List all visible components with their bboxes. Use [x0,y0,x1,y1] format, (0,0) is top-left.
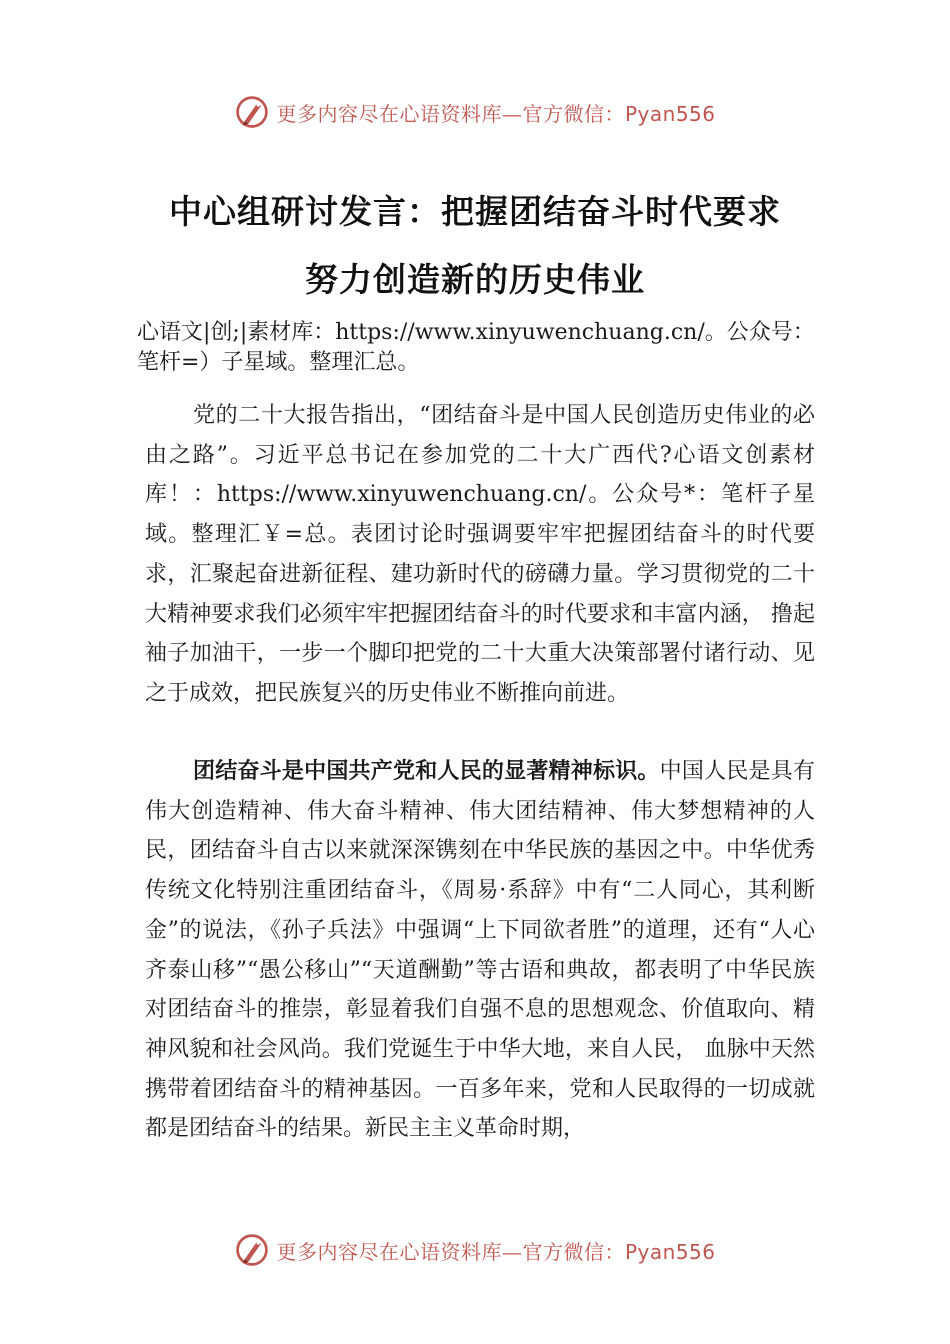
header-banner [0,94,950,130]
paragraph-lead: 团结奋斗是中国共产党和人民的显著精神标识。 [193,759,660,784]
document-title-line-2: 努力创造新的历史伟业 [305,260,645,299]
paragraph-text: 中国人民是具有伟大创造精神、伟大奋斗精神、伟大团结精神、伟大梦想精神的人民，团结奋斗自古以来就深深镌刻在中华民族的基因之中。中华优秀传统文化特别注重团结奋斗，《周易·系辞》中有“二人同心，其利断金”的说法，《孙子兵法》中强调“上下同欲者胜”的道理，还有“人心齐泰山移”“愚公移山”“天道酬勤”等古语和典故，都表明了中华民族对团结奋斗的推崇，彰显着我们自强不息的思想观念、价值取向、精神风貌和社会风尚。我们党诞生于中华大地，来自人民， 血脉中天然携带着团结奋斗的精神基因。一百多年来，党和人民取得的一切成就都是团结奋斗的结果。新民主主义革命时期， [145,759,815,1142]
document-title-line-1: 中心组研讨发言：把握团结奋斗时代要求 [169,192,781,231]
banner-text [276,1236,715,1265]
source-note: 心语文|创;|素材库：https://www.xinyuwenchuang.cn/。公众号：笔杆=）子星域。整理汇总。 [137,320,815,375]
body-paragraph [145,752,815,1149]
banner-content [234,94,715,130]
banner-wechat-id: Pyan556 [624,101,716,126]
banner-content [234,1232,715,1268]
pen-logo-icon [234,94,270,130]
body-paragraph [145,396,815,714]
banner-wechat-id: Pyan556 [624,1239,716,1264]
paragraph-text: 党的二十大报告指出，“团结奋斗是中国人民创造历史伟业的必由之路”。习近平总书记在参加党的二十大广西代?心语文创素材库！：https://www.xinyuwenchuang.cn/。公众号*：笔杆子星域。整理汇￥=总。表团讨论时强调要牢牢把握团结奋斗的时代要求，汇聚起奋进新征程、建功新时代的磅礴力量。学习贯彻党的二十大精神要求我们必须牢牢把握团结奋斗的时代要求和丰富内涵， 撸起袖子加油干，一步一个脚印把党的二十大重大决策部署付诸行动、见之于成效，把民族复兴的历史伟业不断推向前进。 [145,403,815,706]
banner-text [276,98,715,127]
pen-logo-icon [234,1232,270,1268]
footer-banner [0,1232,950,1268]
banner-label: 更多内容尽在心语资料库—官方微信： [276,1239,625,1264]
banner-label: 更多内容尽在心语资料库—官方微信： [276,101,625,126]
